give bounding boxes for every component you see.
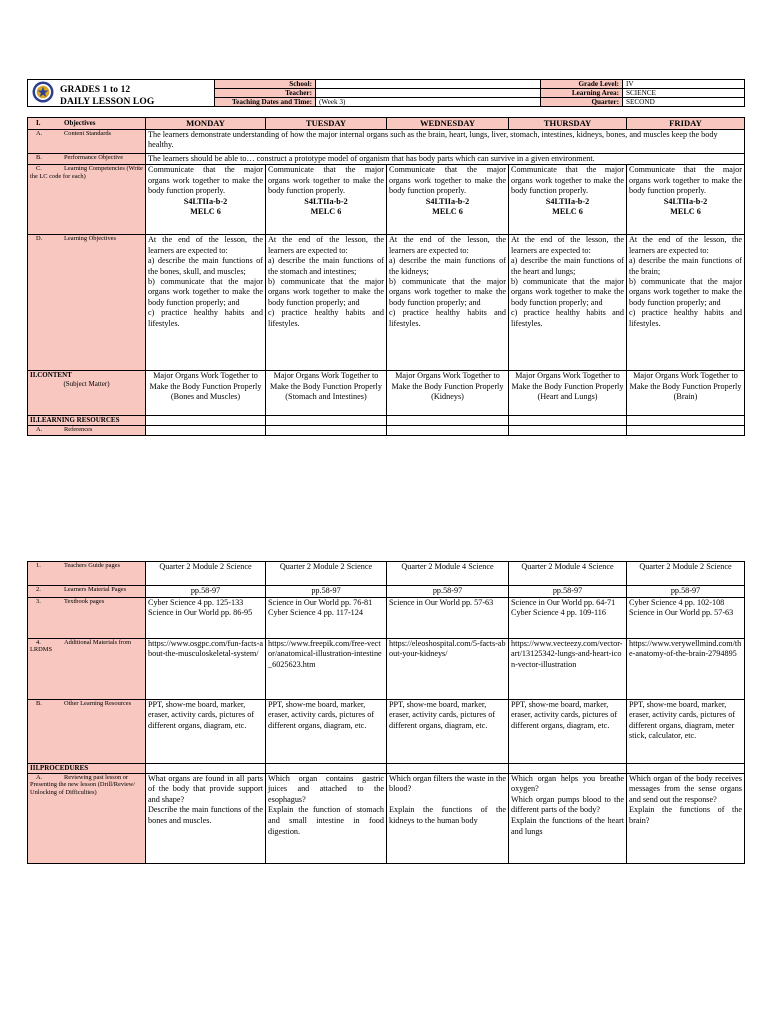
learners-material-thursday: pp.58-97 — [509, 586, 627, 598]
empty-cell — [266, 426, 387, 436]
content-title: Major Organs Work Together to Make the Body Function Properly — [270, 371, 382, 391]
competency-cell — [266, 165, 387, 235]
competency-code: S4LTIIa-b-2 — [545, 196, 590, 206]
competency-text: Communicate that the major organs work together to make the body function properly. — [389, 165, 506, 196]
additional-materials-monday[interactable]: https://www.osgpc.com/fun-facts-about-the-musculoskeletal-system/ — [146, 638, 266, 699]
content-topic: (Bones and Muscles) — [170, 392, 241, 402]
content-standards-text: The learners demonstrate understanding of how the major internal organs such as the brain, heart, lungs, liver, stomach, intestines, kidneys, bones, and muscles keep the body healthy. — [146, 130, 745, 154]
competency-code: S4LTIIa-b-2 — [304, 196, 348, 206]
content-thursday — [509, 371, 627, 416]
content-wednesday — [387, 371, 509, 416]
competency-code: S4LTIIa-b-2 — [183, 196, 228, 206]
day-header-wednesday: WEDNESDAY — [387, 118, 509, 130]
empty-cell — [387, 416, 509, 426]
day-header-monday: MONDAY — [146, 118, 266, 130]
other-resources-wednesday: PPT, show-me board, marker, eraser, activity cards, pictures of different organs, diagram, etc. — [387, 699, 509, 763]
empty-cell — [266, 416, 387, 426]
performance-objective-text: The learners should be able to… construct a prototype model of organism that has body parts which can survive in a given environment. — [146, 154, 745, 165]
additional-materials-thursday[interactable]: https://www.vecteezy.com/vector-art/13125342-lungs-and-heart-icon-vector-illustration — [509, 638, 627, 699]
reviewing-label: A. Reviewing past lesson or Presenting the new lesson (Drill/Review/ Unlocking of Difficulties) — [28, 773, 146, 863]
lesson-table-part-2 — [27, 561, 745, 864]
learning-objectives-tuesday: At the end of the lesson, the learners are expected to: a) describe the main functions of the stomach and intestines; b) communicate that the major organs work together to make the body function properly; and c) practice healthy habits and lifestyles. — [266, 235, 387, 371]
learning-objectives-wednesday: At the end of the lesson, the learners are expected to: a) describe the main functions of the kidneys; b) communicate that the major organs work together to make the body function properly; and c) practice healthy habits and lifestyles. — [387, 235, 509, 371]
content-title: Major Organs Work Together to Make the Body Function Properly — [511, 371, 624, 391]
learners-material-label: 2. Learners Material Pages — [28, 586, 146, 598]
day-header-tuesday: TUESDAY — [266, 118, 387, 130]
competency-cell — [509, 165, 627, 235]
quarter-label: Quarter: — [541, 98, 623, 107]
school-field[interactable] — [316, 80, 541, 89]
content-title: Major Organs Work Together to Make the Body Function Properly — [391, 371, 504, 391]
empty-cell — [627, 416, 745, 426]
competency-melc: MELC 6 — [310, 207, 342, 217]
empty-cell — [627, 426, 745, 436]
empty-cell — [387, 763, 509, 773]
empty-cell — [509, 426, 627, 436]
empty-cell — [146, 426, 266, 436]
learning-resources-label: II.LEARNING RESOURCES — [28, 416, 146, 426]
additional-materials-tuesday[interactable]: https://www.freepik.com/free-vector/anatomical-illustration-intestine_6025623.htm — [266, 638, 387, 699]
teachers-guide-thursday: Quarter 2 Module 4 Science — [509, 562, 627, 586]
content-tuesday — [266, 371, 387, 416]
deped-seal-icon — [32, 81, 54, 103]
daily-lesson-log-title: DAILY LESSON LOG — [60, 97, 155, 107]
learning-objectives-monday: At the end of the lesson, the learners are expected to: a) describe the main functions of the bones, skull, and muscles; b) communicate that the major organs work together to make the body function properly; and c) practice healthy habits and lifestyles. — [146, 235, 266, 371]
content-topic: (Kidneys) — [431, 392, 464, 402]
competency-code: S4LTIIa-b-2 — [425, 196, 470, 206]
empty-cell — [146, 416, 266, 426]
competency-text: Communicate that the major organs work together to make the body function properly. — [629, 165, 742, 196]
learning-objectives-thursday: At the end of the lesson, the learners are expected to: a) describe the main functions of the heart and lungs; b) communicate that the major organs work together to make the body function properly; and c) practice healthy habits and lifestyles. — [509, 235, 627, 371]
reviewing-wednesday: Which organ filters the waste in the blood? Explain the functions of the kidneys to the human body — [387, 773, 509, 863]
other-resources-thursday: PPT, show-me board, marker, eraser, activity cards, pictures of different organs, diagram, etc. — [509, 699, 627, 763]
reviewing-tuesday: Which organ contains gastric juices and attached to the esophagus? Explain the function of stomach and small intestine in food digestion. — [266, 773, 387, 863]
competency-cell — [627, 165, 745, 235]
day-header-friday: FRIDAY — [627, 118, 745, 130]
textbook-tuesday: Science in Our World pp. 76-81 Cyber Science 4 pp. 117-124 — [266, 597, 387, 638]
content-title: Major Organs Work Together to Make the Body Function Properly — [629, 371, 742, 391]
school-label: School: — [215, 80, 316, 89]
content-friday — [627, 371, 745, 416]
objectives-header: I. Objectives — [28, 118, 146, 130]
dates-value: (Week 3) — [316, 98, 541, 107]
competency-text: Communicate that the major organs work together to make the body function properly. — [511, 165, 624, 196]
learning-objectives-label: D. Learning Objectives — [28, 235, 146, 371]
textbook-monday: Cyber Science 4 pp. 125-133 Science in Our World pp. 86-95 — [146, 597, 266, 638]
learners-material-monday: pp.58-97 — [146, 586, 266, 598]
competency-melc: MELC 6 — [432, 207, 463, 217]
grade-level-value: IV — [623, 80, 745, 89]
other-resources-tuesday: PPT, show-me board, marker, eraser, activity cards, pictures of different organs, diagram, etc. — [266, 699, 387, 763]
content-monday — [146, 371, 266, 416]
dates-label: Teaching Dates and Time: — [215, 98, 316, 107]
competency-cell — [146, 165, 266, 235]
competency-melc: MELC 6 — [670, 207, 701, 217]
other-resources-monday: PPT, show-me board, marker, eraser, activity cards, pictures of different organs, diagram, etc. — [146, 699, 266, 763]
textbook-friday: Cyber Science 4 pp. 102-108 Science in Our World pp. 57-63 — [627, 597, 745, 638]
procedures-label: III.PROCEDURES — [28, 763, 146, 773]
content-subheading: (Subject Matter) — [63, 380, 110, 389]
competency-melc: MELC 6 — [552, 207, 583, 217]
quarter-value: SECOND — [623, 98, 745, 107]
teacher-field[interactable] — [316, 89, 541, 98]
additional-materials-wednesday[interactable]: https://eleoshospital.com/5-facts-about-your-kidneys/ — [387, 638, 509, 699]
content-title: Major Organs Work Together to Make the Body Function Properly — [149, 371, 262, 391]
competency-code: S4LTIIa-b-2 — [663, 196, 708, 206]
teacher-label: Teacher: — [215, 89, 316, 98]
additional-materials-label: 4. Additional Materials from LRDMS — [28, 638, 146, 699]
header-title-block — [60, 84, 154, 108]
learners-material-tuesday: pp.58-97 — [266, 586, 387, 598]
empty-cell — [387, 426, 509, 436]
textbook-thursday: Science in Our World pp. 64-71 Cyber Science 4 pp. 109-116 — [509, 597, 627, 638]
grade-level-label: Grade Level: — [541, 80, 623, 89]
teachers-guide-tuesday: Quarter 2 Module 2 Science — [266, 562, 387, 586]
teachers-guide-wednesday: Quarter 2 Module 4 Science — [387, 562, 509, 586]
content-heading: II.CONTENT — [30, 371, 72, 380]
learning-area-value: SCIENCE — [623, 89, 745, 98]
empty-cell — [509, 763, 627, 773]
teachers-guide-monday: Quarter 2 Module 2 Science — [146, 562, 266, 586]
content-topic: (Brain) — [673, 392, 698, 402]
competency-text: Communicate that the major organs work together to make the body function properly. — [268, 165, 384, 196]
learning-competencies-label: C. Learning Competencies (Write the LC code for each) — [28, 165, 146, 235]
references-label: A. References — [28, 426, 146, 436]
reviewing-monday: What organs are found in all parts of the body that provide support and shape? Describe the main functions of the bones and muscles. — [146, 773, 266, 863]
lesson-table-part-1 — [27, 117, 745, 436]
content-topic: (Stomach and Intestines) — [285, 392, 367, 402]
additional-materials-friday[interactable]: https://www.verywellmind.com/the-anatomy-of-the-brain-2794895 — [627, 638, 745, 699]
empty-cell — [627, 763, 745, 773]
content-label — [28, 371, 146, 416]
other-resources-friday: PPT, show-me board, marker, eraser, activity cards, pictures of different organs, diagram, meter stick, calculator, etc. — [627, 699, 745, 763]
empty-cell — [509, 416, 627, 426]
learning-area-label: Learning Area: — [541, 89, 623, 98]
competency-melc: MELC 6 — [190, 207, 221, 217]
empty-cell — [266, 763, 387, 773]
textbook-wednesday: Science in Our World pp. 57-63 — [387, 597, 509, 638]
day-header-thursday: THURSDAY — [509, 118, 627, 130]
grades-title: GRADES 1 to 12 — [60, 85, 131, 95]
content-standards-label: A. Content Standards — [28, 130, 146, 154]
reviewing-friday: Which organ of the body receives messages from the sense organs and send out the response? Explain the functions of the brain? — [627, 773, 745, 863]
empty-cell — [146, 763, 266, 773]
performance-objective-label: B. Performance Objective — [28, 154, 146, 165]
teachers-guide-label: 1. Teachers Guide pages — [28, 562, 146, 586]
competency-cell — [387, 165, 509, 235]
content-topic: (Heart and Lungs) — [537, 392, 598, 402]
competency-text: Communicate that the major organs work together to make the body function properly. — [148, 165, 263, 196]
reviewing-thursday: Which organ helps you breathe oxygen? Which organ pumps blood to the different parts of the body? Explain the functions of the heart and lungs — [509, 773, 627, 863]
learning-objectives-friday: At the end of the lesson, the learners are expected to: a) describe the main functions of the brain; b) communicate that the major organs work together to make the body function properly; and c) practice healthy habits and lifestyles. — [627, 235, 745, 371]
learners-material-wednesday: pp.58-97 — [387, 586, 509, 598]
learners-material-friday: pp.58-97 — [627, 586, 745, 598]
textbook-label: 3. Textbook pages — [28, 597, 146, 638]
teachers-guide-friday: Quarter 2 Module 2 Science — [627, 562, 745, 586]
other-resources-label: B. Other Learning Resources — [28, 699, 146, 763]
